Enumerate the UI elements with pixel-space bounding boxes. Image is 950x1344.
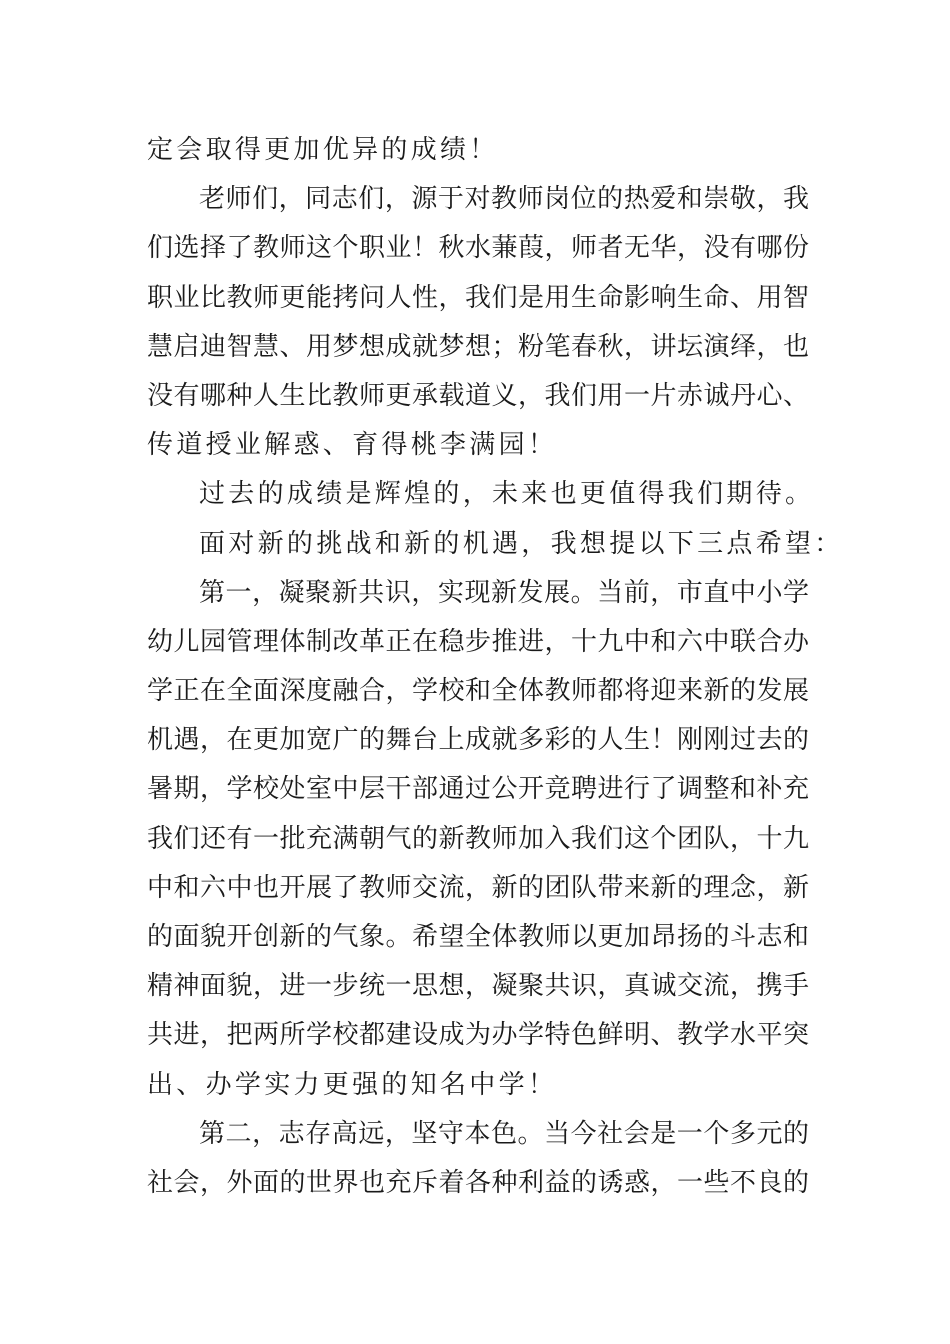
text-line: 我们还有一批充满朝气的新教师加入我们这个团队，十九 [147,823,809,854]
text-line: 定会取得更加优异的成绩！ [147,135,499,165]
text-line: 们选择了教师这个职业！秋水蒹葭，师者无华，没有哪份 [147,233,809,264]
text-line: 的面貌开创新的气象。希望全体教师以更加昂扬的斗志和 [147,922,809,952]
text-line: 慧启迪智慧、用梦想成就梦想；粉笔春秋，讲坛演绎，也 [147,331,809,362]
text-line: 学正在全面深度融合，学校和全体教师都将迎来新的发展 [147,676,809,707]
text-line: 共进，把两所学校都建设成为办学特色鲜明、教学水平突 [147,1020,809,1051]
paragraph-start-line: 老师们，同志们，源于对教师岗位的热爱和崇敬，我 [199,184,809,215]
text-line: 机遇，在更加宽广的舞台上成就多彩的人生！刚刚过去的 [147,725,809,756]
text-line: 没有哪种人生比教师更承载道义，我们用一片赤诚丹心、 [147,380,809,411]
paragraph-start-line: 第二，志存高远，坚守本色。当今社会是一个多元的 [199,1118,809,1149]
text-line: 中和六中也开展了教师交流，新的团队带来新的理念，新 [147,872,809,903]
text-line: 社会，外面的世界也充斥着各种利益的诱惑，一些不良的 [147,1167,809,1198]
text-line: 出、办学实力更强的知名中学！ [147,1069,558,1100]
paragraph-start-line: 过去的成绩是辉煌的，未来也更值得我们期待。 [199,479,815,510]
text-line: 幼儿园管理体制改革正在稳步推进，十九中和六中联合办 [147,626,809,657]
text-line: 职业比教师更能拷问人性，我们是用生命影响生命、用智 [147,282,809,313]
text-line: 传道授业解惑、育得桃李满园！ [147,430,558,461]
text-line: 暑期，学校处室中层干部通过公开竞聘进行了调整和补充 [147,774,809,805]
text-line: 精神面貌，进一步统一思想，凝聚共识，真诚交流，携手 [147,971,809,1002]
document-body [147,126,844,1208]
paragraph-start-line: 第一，凝聚新共识，实现新发展。当前，市直中小学 [199,577,809,608]
paragraph-start-line: 面对新的挑战和新的机遇，我想提以下三点希望： [199,528,844,559]
